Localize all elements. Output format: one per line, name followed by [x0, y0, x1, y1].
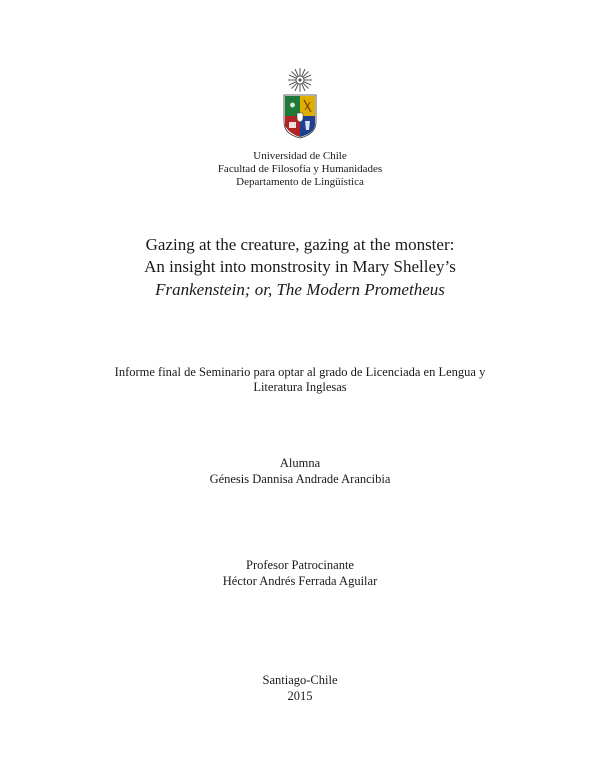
- title-line-2: An insight into monstrosity in Mary Shelley’s: [144, 257, 456, 276]
- title-line-3: Frankenstein; or, The Modern Prometheus: [155, 280, 445, 299]
- shield-icon: [284, 95, 316, 138]
- university-crest-icon: [278, 66, 322, 140]
- department-name: Departamento de Lingüística: [236, 176, 364, 188]
- report-description-line-1: Informe final de Seminario para optar al grado de Licenciada en Lengua y: [114, 365, 486, 379]
- university-name: Universidad de Chile: [253, 150, 347, 162]
- student-name: Génesis Dannisa Andrade Arancibia: [209, 472, 391, 486]
- advisor-label: Profesor Patrocinante: [246, 558, 354, 572]
- advisor-name: Héctor Andrés Ferrada Aguilar: [222, 574, 378, 588]
- faculty-name: Facultad de Filosofía y Humanidades: [217, 163, 383, 175]
- title-line-1: Gazing at the creature, gazing at the monster:: [145, 235, 455, 254]
- student-label: Alumna: [279, 456, 321, 470]
- place: Santiago-Chile: [262, 673, 338, 687]
- report-description-line-2: Literatura Inglesas: [253, 380, 347, 394]
- year: 2015: [287, 689, 313, 703]
